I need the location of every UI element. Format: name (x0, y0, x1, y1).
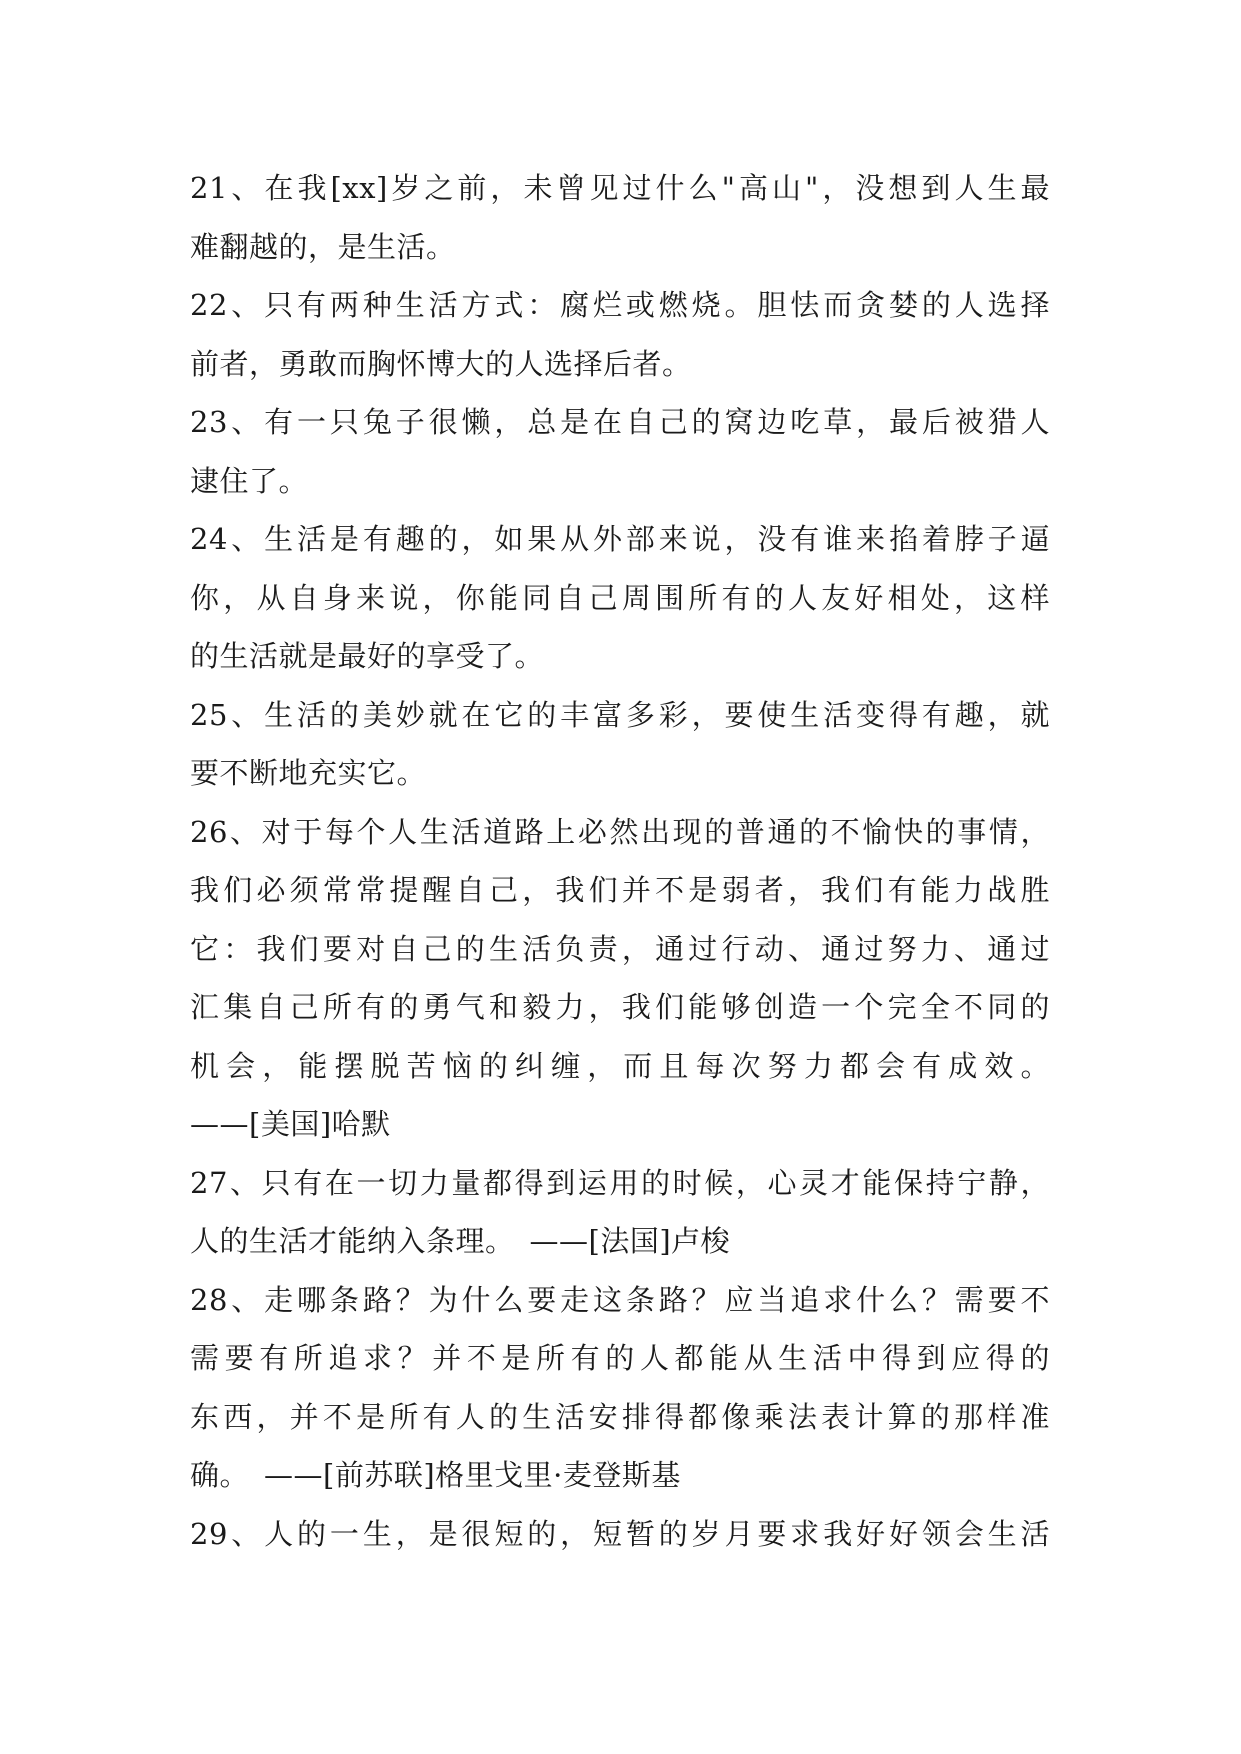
text-line: ——[美国]哈默 (190, 1107, 391, 1141)
text-line: 23、有一只兔子很懒，总是在自己的窝边吃草，最后被猎人 (190, 405, 1050, 439)
text-line: 的生活就是最好的享受了。 (190, 639, 545, 673)
text-line: 东西，并不是所有人的生活安排得都像乘法表计算的那样准 (190, 1399, 1050, 1434)
text-line: 25、生活的美妙就在它的丰富多彩，要使生活变得有趣，就 (190, 697, 1050, 732)
text-line: 21、在我[xx]岁之前，未曾见过什么"高山"，没想到人生最 (190, 171, 1050, 205)
text-line: 难翻越的，是生活。 (190, 229, 456, 264)
text-line: 确。 ——[前苏联]格里戈里·麦登斯基 (190, 1458, 681, 1492)
text-line: 前者，勇敢而胸怀博大的人选择后者。 (190, 346, 692, 381)
text-line: 汇集自己所有的勇气和毅力，我们能够创造一个完全不同的 (190, 990, 1050, 1024)
text-line: 26、对于每个人生活道路上必然出现的普通的不愉快的事情， (190, 814, 1050, 849)
document-body (190, 159, 1050, 1563)
text-line: 逮住了。 (190, 463, 309, 498)
text-line: 人的生活才能纳入条理。 ——[法国]卢梭 (190, 1224, 731, 1258)
text-line: 你，从自身来说，你能同自己周围所有的人友好相处，这样 (190, 580, 1050, 615)
text-line: 27、只有在一切力量都得到运用的时候，心灵才能保持宁静， (190, 1165, 1050, 1200)
text-line: 22、只有两种生活方式：腐烂或燃烧。胆怯而贪婪的人选择 (190, 288, 1050, 322)
text-line: 需要有所追求？并不是所有的人都能从生活中得到应得的 (190, 1341, 1050, 1375)
text-line: 它：我们要对自己的生活负责，通过行动、通过努力、通过 (190, 931, 1050, 966)
text-line: 29、人的一生，是很短的，短暂的岁月要求我好好领会生活 (190, 1516, 1050, 1551)
text-line: 机会，能摆脱苦恼的纠缠，而且每次努力都会有成效。 (190, 1048, 1050, 1083)
text-line: 要不断地充实它。 (190, 756, 427, 790)
text-line: 24、生活是有趣的，如果从外部来说，没有谁来掐着脖子逼 (190, 522, 1050, 556)
text-line: 28、走哪条路？为什么要走这条路？应当追求什么？需要不 (190, 1282, 1050, 1317)
text-line: 我们必须常常提醒自己，我们并不是弱者，我们有能力战胜 (190, 873, 1050, 907)
